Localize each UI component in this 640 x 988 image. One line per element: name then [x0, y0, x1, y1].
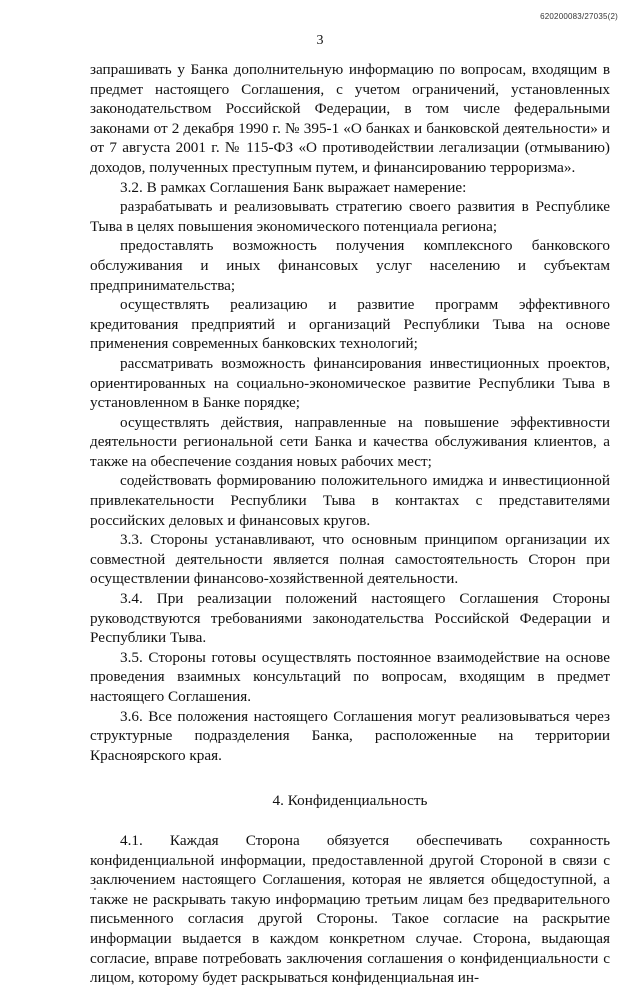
scan-speck: [94, 888, 96, 890]
paragraph: содействовать формированию положительного имиджа и инвестиционной привлекательности Республики Тыва в контактах с представителями российских деловых и финансовых кругов.: [90, 472, 610, 529]
paragraph: осуществлять реализацию и развитие программ эффективного кредитования предприятий и организаций Республики Тыва на основе применения современных банковских технологий;: [90, 296, 610, 353]
section-heading: 4. Конфиденциальность: [272, 792, 428, 810]
paragraph: предоставлять возможность получения комплексного банковского обслуживания и иных финансовых услуг населению и субъектам предпринимательства;: [90, 237, 610, 294]
document-body: [90, 60, 610, 988]
paragraph: 3.2. В рамках Соглашения Банк выражает намерение:: [120, 178, 467, 196]
document-code: 620200083/27035(2): [540, 12, 618, 21]
paragraph: 3.3. Стороны устанавливают, что основным принципом организации их совместной деятельности является полная самостоятельность Сторон при осуществлении финансово-хозяйственной деятельности.: [90, 531, 610, 588]
paragraph: запрашивать у Банка дополнительную информацию по вопросам, входящим в предмет настоящего Соглашения, с учетом ограничений, установленных законодательством Российской Федерации, в том числе федеральными законами от 2 декабря 1990 г. № 395-1 «О банках и банковской деятельности» и от 7 августа 2001 г. № 115-ФЗ «О противодействии легализации (отмыванию) доходов, полученных преступным путем, и финансированию терроризма».: [90, 61, 610, 176]
paragraph: осуществлять действия, направленные на повышение эффективности деятельности региональной сети Банка и качества обслуживания клиентов, а также на обеспечение создания новых рабочих мест;: [90, 413, 610, 470]
paragraph: разрабатывать и реализовывать стратегию своего развития в Республике Тыва в целях повышения экономического потенциала региона;: [90, 198, 610, 235]
paragraph: рассматривать возможность финансирования инвестиционных проектов, ориентированных на социально-экономическое развитие Республики Тыва в установленном в Банке порядке;: [90, 354, 610, 412]
paragraph: 3.5. Стороны готовы осуществлять постоянное взаимодействие на основе проведения взаимных консультаций по вопросам, входящим в предмет настоящего Соглашения.: [90, 648, 610, 705]
paragraph: 3.4. При реализации положений настоящего Соглашения Стороны руководствуются требованиями законодательства Российской Федерации и Республики Тыва.: [90, 590, 610, 647]
paragraph: 3.6. Все положения настоящего Соглашения могут реализовываться через структурные подразделения Банка, расположенные на территории Красноярского края.: [90, 707, 610, 764]
page-number: 3: [316, 33, 324, 48]
paragraph: 4.1. Каждая Сторона обязуется обеспечивать сохранность конфиденциальной информации, предоставленной другой Стороной в связи с заключением настоящего Соглашения, которая не является общедоступной, а также не раскрывать такую информацию третьим лицам без предварительного письменного согласия другой Стороны. Такое согласие на раскрытие информации выдается в каждом конкретном случае. Сторона, выдающая согласие, вправе потребовать заключения соглашения о конфиденциальности с лицом, которому будет раскрываться конфиденциальная ин-: [90, 831, 610, 987]
